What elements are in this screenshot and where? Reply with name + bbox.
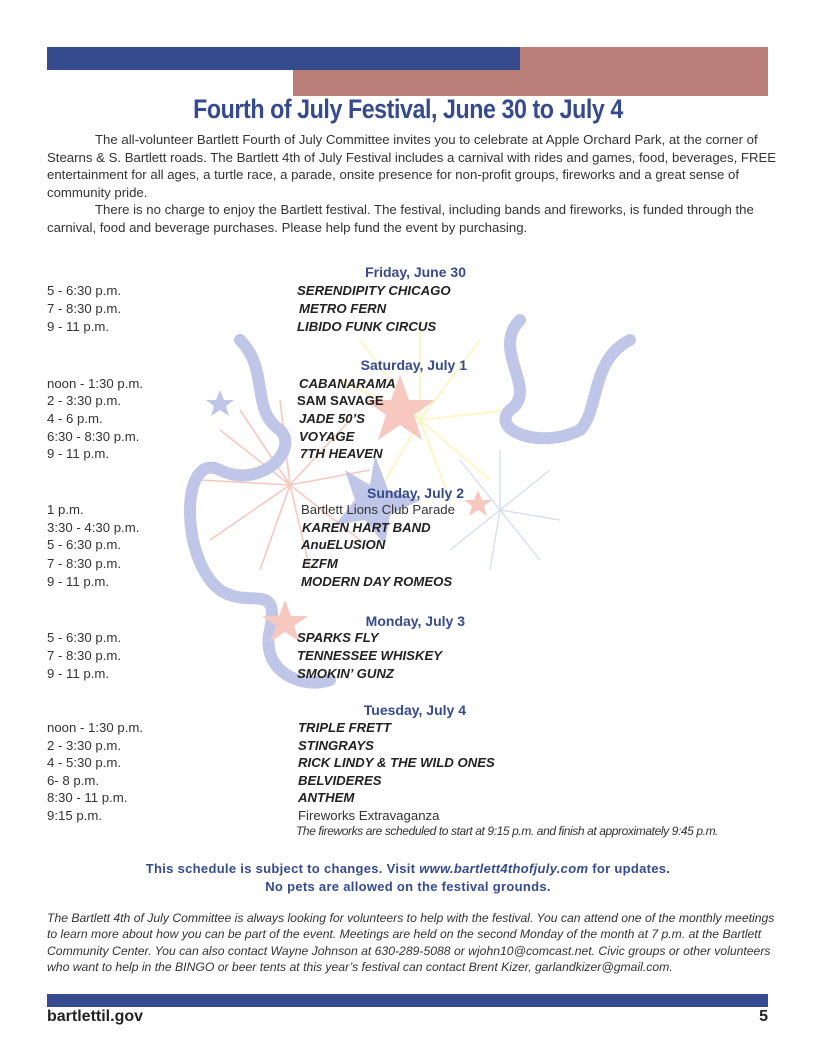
- event-act: SERENDIPITY CHICAGO: [297, 283, 451, 298]
- event-time: 9:15 p.m.: [47, 808, 102, 823]
- event-time: 9 - 11 p.m.: [47, 574, 110, 589]
- notice-prefix: This schedule is subject to changes. Visit: [145, 861, 420, 876]
- event-time: 9 - 11 p.m.: [47, 446, 110, 461]
- event-time: 8:30 - 11 p.m.: [47, 790, 128, 805]
- day-heading-monday: Monday, July 3: [365, 613, 465, 629]
- event-act: KAREN HART BAND: [302, 520, 431, 535]
- event-act: EZFM: [302, 556, 338, 571]
- event-act: AnuELUSION: [301, 537, 386, 552]
- event-time: 7 - 8:30 p.m.: [47, 648, 122, 663]
- event-time: 5 - 6:30 p.m.: [47, 283, 122, 298]
- event-time: 7 - 8:30 p.m.: [47, 301, 122, 316]
- event-act: METRO FERN: [299, 301, 387, 316]
- intro-paragraph-2: There is no charge to enjoy the Bartlett festival. The festival, including bands and fireworks, is funded through the carnival, food and beverage purchases. Please help fund the event by purchasing.: [47, 202, 754, 235]
- event-time: 9 - 11 p.m.: [47, 319, 110, 334]
- schedule-notice: [0, 861, 816, 876]
- event-time: 7 - 8:30 p.m.: [47, 556, 122, 571]
- footer-site: bartlettil.gov: [47, 1008, 144, 1025]
- event-time: 5 - 6:30 p.m.: [47, 537, 122, 552]
- header-bar-blue: [47, 47, 520, 70]
- festival-website-link[interactable]: www.bartlett4thofjuly.com: [419, 861, 589, 876]
- notice-suffix: for updates.: [588, 861, 671, 876]
- page-number: 5: [759, 1008, 768, 1025]
- event-act: Fireworks Extravaganza: [298, 808, 440, 823]
- event-act: TRIPLE FRETT: [298, 720, 392, 735]
- day-heading-saturday: Saturday, July 1: [360, 357, 467, 373]
- event-act: TENNESSEE WHISKEY: [297, 648, 443, 663]
- event-act: ANTHEM: [298, 790, 355, 805]
- event-time: 3:30 - 4:30 p.m.: [47, 520, 140, 535]
- event-time: 4 - 5:30 p.m.: [47, 755, 122, 770]
- day-heading-tuesday: Tuesday, July 4: [363, 702, 466, 718]
- event-act: RICK LINDY & THE WILD ONES: [298, 755, 495, 770]
- event-act: Bartlett Lions Club Parade: [301, 502, 455, 517]
- day-heading-friday: Friday, June 30: [365, 264, 466, 280]
- event-act: VOYAGE: [299, 429, 355, 444]
- event-time: 6:30 - 8:30 p.m.: [47, 429, 140, 444]
- event-time: 9 - 11 p.m.: [47, 666, 110, 681]
- event-time: noon - 1:30 p.m.: [47, 720, 144, 735]
- event-act: 7TH HEAVEN: [300, 446, 383, 461]
- event-act: SMOKIN’ GUNZ: [297, 666, 394, 681]
- event-act: CABANARAMA: [299, 376, 396, 391]
- event-act: BELVIDERES: [298, 773, 382, 788]
- event-time: 2 - 3:30 p.m.: [47, 738, 122, 753]
- event-act: JADE 50’S: [299, 411, 365, 426]
- event-act: SAM SAVAGE: [297, 393, 384, 408]
- intro-paragraph-1: The all-volunteer Bartlett Fourth of July Committee invites you to celebrate at Apple Orchard Park, at the corner of Stearns & S. Bartlett roads. The Bartlett 4th of July Festival includes a carnival with rides and games, food, beverages, FREE entertainment for all ages, a turtle race, a parade, onsite presence for non-profit groups, fireworks and a great sense of community pride.: [47, 132, 777, 200]
- event-time: 6- 8 p.m.: [47, 773, 100, 788]
- footer-bar: [47, 994, 768, 1007]
- event-time: 5 - 6:30 p.m.: [47, 630, 122, 645]
- page-title: Fourth of July Festival, June 30 to July 4: [193, 94, 623, 124]
- event-act: STINGRAYS: [298, 738, 374, 753]
- event-act: MODERN DAY ROMEOS: [301, 574, 453, 589]
- event-act: SPARKS FLY: [297, 630, 379, 645]
- pets-notice: No pets are allowed on the festival grounds.: [265, 879, 551, 894]
- volunteer-info: The Bartlett 4th of July Committee is always looking for volunteers to help with the festival. You can attend one of the monthly meetings to learn more about how you can be part of the event. Meetings are held on the second Monday of the month at 7 p.m. at the Bartlett Community Center. You can also contact Wayne Johnson at 630-289-5088 or wjohn10@comcast.net. Civic groups or other volunteers who want to help in the BINGO or beer tents at this year’s festival can contact Brent Kizer, garlandkizer@gmail.com.: [47, 911, 775, 974]
- event-time: noon - 1:30 p.m.: [47, 376, 144, 391]
- fireworks-note: The fireworks are scheduled to start at 9:15 p.m. and finish at approximately 9:45 p.m.: [296, 824, 719, 838]
- event-act: LIBIDO FUNK CIRCUS: [297, 319, 437, 334]
- day-heading-sunday: Sunday, July 2: [367, 485, 464, 501]
- event-time: 4 - 6 p.m.: [47, 411, 103, 426]
- event-time: 2 - 3:30 p.m.: [47, 393, 122, 408]
- intro-text: [47, 131, 777, 236]
- event-time: 1 p.m.: [47, 502, 84, 517]
